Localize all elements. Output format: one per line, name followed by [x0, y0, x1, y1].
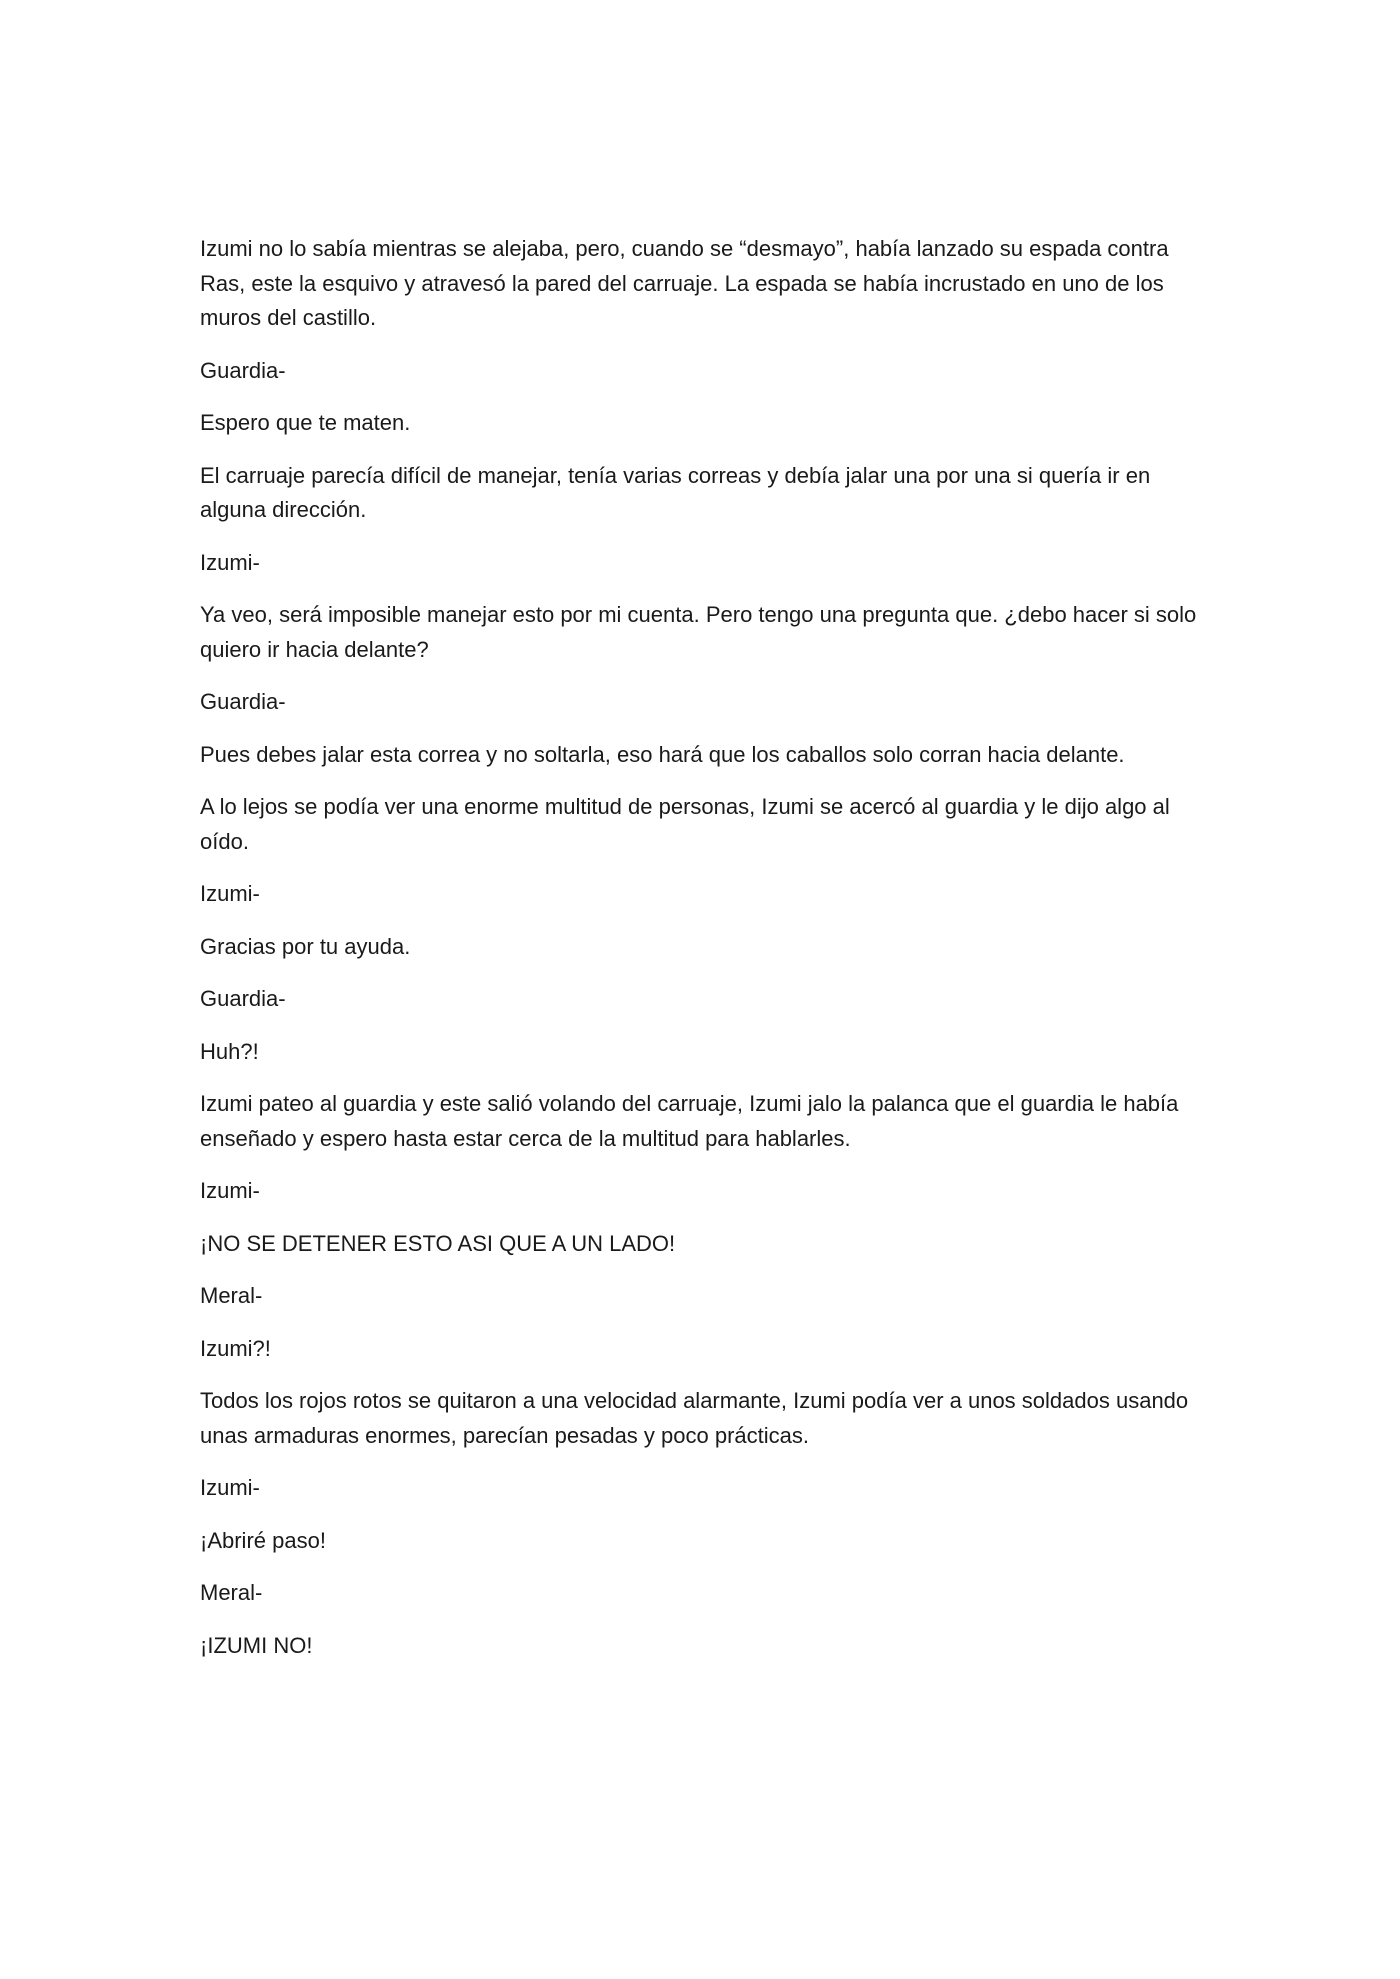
dialogue-line: ¡NO SE DETENER ESTO ASI QUE A UN LADO! — [200, 1230, 676, 1256]
dialogue-line: Izumi?! — [200, 1335, 271, 1361]
dialogue-line: ¡Abriré paso! — [200, 1527, 326, 1553]
speaker-label: Meral- — [200, 1283, 263, 1308]
narration-paragraph: A lo lejos se podía ver una enorme multitud de personas, Izumi se acercó al guardia y le dijo algo al oído. — [200, 794, 1170, 854]
dialogue-line: Huh?! — [200, 1038, 259, 1064]
dialogue-line: Ya veo, será imposible manejar esto por mi cuenta. Pero tengo una pregunta que. ¿debo hacer si solo quiero ir hacia delante? — [200, 602, 1197, 662]
speaker-label: Guardia- — [200, 357, 286, 383]
document-body — [200, 232, 1200, 1681]
dialogue-line: Gracias por tu ayuda. — [200, 933, 411, 959]
speaker-label: Guardia- — [200, 689, 286, 714]
speaker-label: Izumi- — [200, 881, 260, 906]
narration-paragraph: Izumi pateo al guardia y este salió volando del carruaje, Izumi jalo la palanca que el guardia le había enseñado y espero hasta estar cerca de la multitud para hablarles. — [200, 1091, 1179, 1151]
narration-paragraph: Izumi no lo sabía mientras se alejaba, pero, cuando se “desmayo”, había lanzado su espada contra Ras, este la esquivo y atravesó la pared del carruaje. La espada se había incrustado en uno de los muros del castillo. — [200, 236, 1169, 330]
narration-paragraph: Todos los rojos rotos se quitaron a una velocidad alarmante, Izumi podía ver a unos soldados usando unas armaduras enormes, parecían pesadas y poco prácticas. — [200, 1388, 1189, 1448]
dialogue-line: Espero que te maten. — [200, 410, 411, 435]
narration-paragraph: El carruaje parecía difícil de manejar, tenía varias correas y debía jalar una por una si quería ir en alguna dirección. — [200, 462, 1151, 522]
speaker-label: Guardia- — [200, 986, 286, 1011]
speaker-label: Izumi- — [200, 549, 260, 575]
speaker-label: Izumi- — [200, 1178, 260, 1203]
speaker-label: Izumi- — [200, 1475, 260, 1500]
dialogue-line: Pues debes jalar esta correa y no soltarla, eso hará que los caballos solo corran hacia delante. — [200, 741, 1125, 767]
dialogue-line: ¡IZUMI NO! — [200, 1632, 313, 1658]
speaker-label: Meral- — [200, 1580, 263, 1605]
